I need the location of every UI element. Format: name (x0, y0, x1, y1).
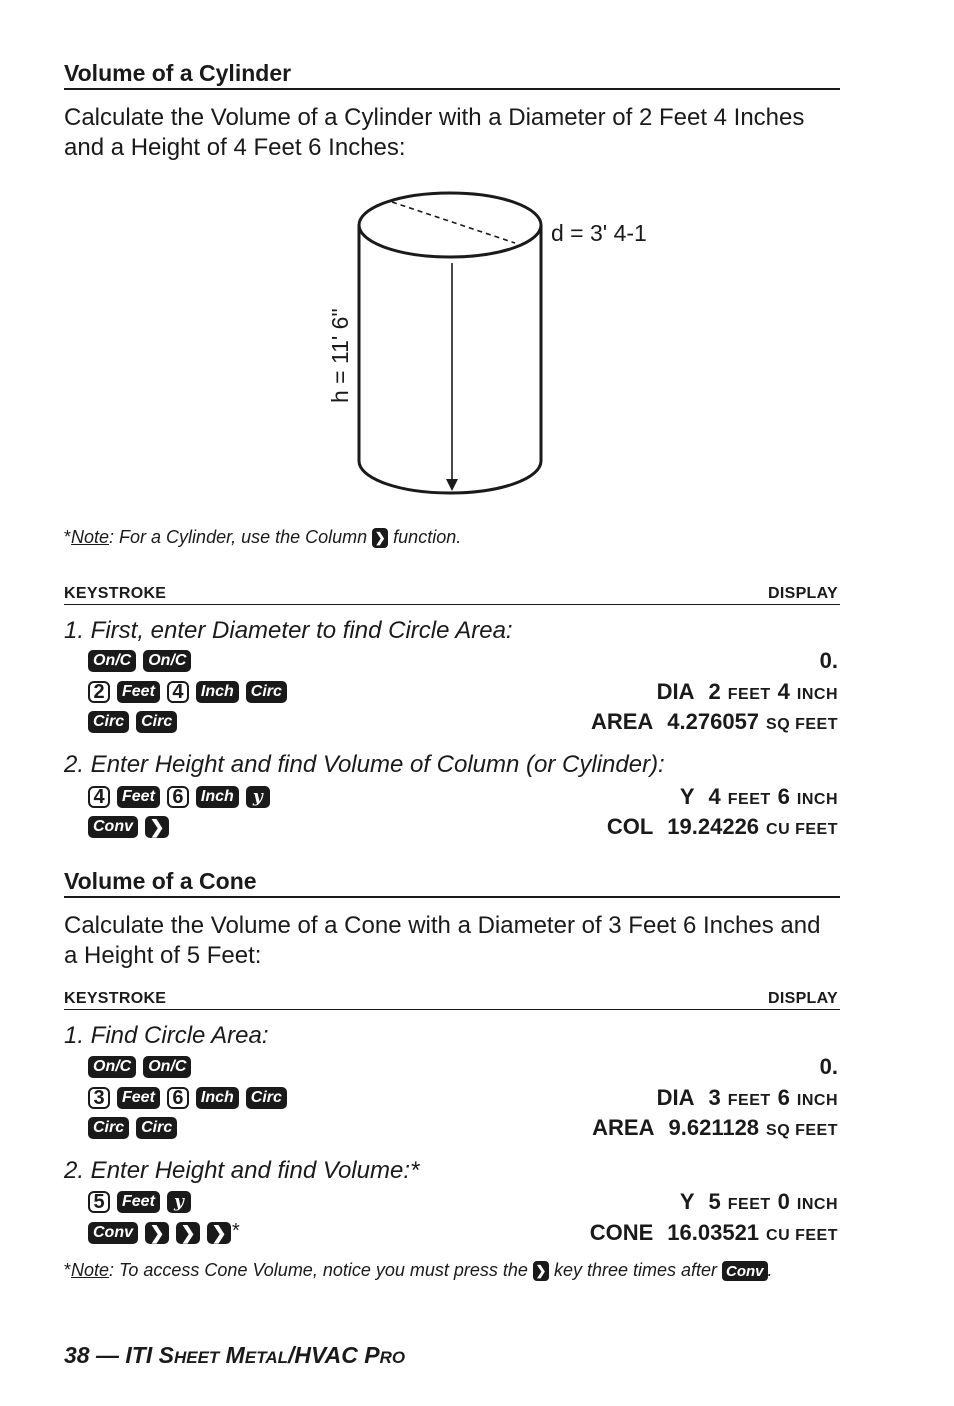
y-key: y (246, 786, 270, 808)
height-arrow-head (446, 479, 458, 491)
display-unit: FEET (727, 791, 771, 808)
display-label: DIA (656, 679, 695, 704)
display-readout (680, 784, 838, 810)
digit-4-key: 4 (88, 786, 110, 808)
footer-brand-heet: HEET (173, 1348, 220, 1367)
keystroke-row (88, 1085, 287, 1111)
feet-key: Feet (117, 786, 160, 808)
keystroke-header: KEYSTROKE (64, 990, 167, 1007)
column-key: ❯ (145, 816, 169, 838)
on-c-key: On/C (88, 1056, 136, 1078)
cylinder-step-2: 2. Enter Height and find Volume of Column (or Cylinder): (64, 751, 665, 778)
on-c-key: On/C (88, 650, 136, 672)
display-value: 4 (708, 784, 721, 809)
display-value-2: 0 (777, 1189, 790, 1214)
display-readout (657, 679, 838, 705)
cone-note (64, 1260, 773, 1281)
display-unit-2: INCH (796, 1092, 838, 1109)
column-key: ❯ (207, 1222, 231, 1244)
cylinder-note (64, 527, 461, 548)
y-key: y (167, 1191, 191, 1213)
display-readout (592, 1115, 838, 1141)
page-number: 38 (64, 1342, 90, 1368)
display-unit-2: INCH (796, 686, 838, 703)
digit-5-key: 5 (88, 1191, 110, 1213)
display-readout (590, 1220, 838, 1246)
display-readout (820, 1054, 838, 1080)
display-readout (680, 1189, 838, 1215)
circ-key: Circ (246, 681, 287, 703)
conv-key: Conv (88, 816, 138, 838)
cone-step-2: 2. Enter Height and find Volume:* (64, 1157, 420, 1184)
display-unit: SQ FEET (766, 1122, 838, 1139)
on-c-key: On/C (143, 650, 191, 672)
circ-key: Circ (88, 1117, 129, 1139)
display-value: 0. (819, 1054, 838, 1079)
display-value: 9.621128 (668, 1115, 760, 1140)
diameter-label: d = 3' 4-1 (551, 220, 647, 246)
height-label: h = 11' 6" (327, 308, 353, 403)
keystroke-row (88, 814, 169, 840)
footer-brand-iti: ITI (125, 1342, 159, 1368)
display-header: DISPLAY (768, 585, 838, 602)
digit-6-key: 6 (167, 1087, 189, 1109)
display-label: AREA (590, 709, 654, 734)
display-value-2: 6 (777, 1085, 790, 1110)
footer-brand-m: M (219, 1342, 245, 1368)
display-value: 5 (708, 1189, 721, 1214)
note-asterisk: * (64, 527, 72, 547)
display-label: CONE (589, 1220, 654, 1245)
cone-title-rule (64, 896, 840, 898)
note-word: Note (71, 1260, 110, 1280)
display-unit: CU FEET (766, 821, 838, 838)
circ-key: Circ (88, 711, 129, 733)
cone-intro: Calculate the Volume of a Cone with a Diameter of 3 Feet 6 Inches and a Height of 5 Feet: (64, 912, 821, 969)
display-unit: CU FEET (766, 1227, 838, 1244)
display-value: 19.24226 (667, 814, 760, 839)
asterisk-mark: * (232, 1220, 240, 1242)
page-footer (64, 1342, 405, 1369)
cylinder-section-title: Volume of a Cylinder (64, 60, 292, 86)
note-text-pre: : For a Cylinder, use the Column (109, 527, 373, 547)
column-key: ❯ (145, 1222, 169, 1244)
display-readout (607, 814, 838, 840)
column-key-icon: ❯ (372, 528, 388, 548)
column-key-icon: ❯ (533, 1261, 549, 1281)
display-value-2: 4 (777, 679, 790, 704)
display-value: 3 (708, 1085, 721, 1110)
note-text-post: function. (388, 527, 462, 547)
column-key: ❯ (176, 1222, 200, 1244)
conv-key: Conv (88, 1222, 138, 1244)
keystroke-row (88, 1220, 240, 1246)
keystroke-row (88, 784, 270, 810)
display-unit: SQ FEET (766, 716, 838, 733)
keystroke-row (88, 1054, 191, 1080)
display-value: 0. (819, 648, 838, 673)
display-label: Y (679, 784, 695, 809)
footer-brand-s: S (158, 1342, 174, 1368)
keystroke-row (88, 1189, 191, 1215)
circ-key: Circ (136, 711, 177, 733)
display-readout (820, 648, 838, 674)
cone-section-title: Volume of a Cone (64, 868, 257, 894)
digit-6-key: 6 (167, 786, 189, 808)
cone-step-1: 1. Find Circle Area: (64, 1022, 269, 1049)
inch-key: Inch (196, 681, 239, 703)
circ-key: Circ (246, 1087, 287, 1109)
display-label: Y (679, 1189, 695, 1214)
keystroke-row (88, 679, 287, 705)
display-unit-2: INCH (796, 1196, 838, 1213)
keystroke-row (88, 1115, 177, 1141)
feet-key: Feet (117, 681, 160, 703)
display-label: DIA (656, 1085, 695, 1110)
note-text-post: . (767, 1260, 773, 1280)
cylinder-intro: Calculate the Volume of a Cylinder with a Diameter of 2 Feet 4 Inches and a Height of 4 Feet 6 Inches: (64, 104, 805, 161)
footer-dash: — (89, 1342, 126, 1368)
cylinder-title-rule (64, 88, 840, 90)
display-value-2: 6 (777, 784, 790, 809)
note-asterisk: * (64, 1260, 72, 1280)
display-unit: FEET (727, 1092, 771, 1109)
display-readout (591, 709, 838, 735)
circ-key: Circ (136, 1117, 177, 1139)
note-word: Note (71, 527, 110, 547)
inch-key: Inch (196, 1087, 239, 1109)
feet-key: Feet (117, 1191, 160, 1213)
footer-brand-hvac: /HVAC (287, 1342, 365, 1368)
footer-brand-ro: RO (379, 1348, 406, 1367)
cylinder-bottom-arc (359, 461, 541, 493)
keystroke-row (88, 709, 177, 735)
footer-brand-p: P (364, 1342, 380, 1368)
digit-4-key: 4 (167, 681, 189, 703)
keystroke-row (88, 648, 191, 674)
keystroke-header: KEYSTROKE (64, 585, 167, 602)
display-header: DISPLAY (768, 990, 838, 1007)
cylinder-header-rule (64, 604, 840, 605)
digit-2-key: 2 (88, 681, 110, 703)
display-value: 4.276057 (667, 709, 760, 734)
note-text-pre: : To access Cone Volume, notice you must press the (109, 1260, 533, 1280)
note-text-mid: key three times after (548, 1260, 723, 1280)
cone-header-rule (64, 1009, 840, 1010)
display-label: AREA (592, 1115, 655, 1140)
display-value: 2 (708, 679, 721, 704)
digit-3-key: 3 (88, 1087, 110, 1109)
display-value: 16.03521 (667, 1220, 760, 1245)
feet-key: Feet (117, 1087, 160, 1109)
display-label: COL (606, 814, 654, 839)
diameter-dashed-line (392, 202, 515, 243)
display-unit: FEET (727, 1196, 771, 1213)
display-unit-2: INCH (796, 791, 838, 808)
display-readout (657, 1085, 838, 1111)
conv-key-icon: Conv (722, 1261, 768, 1281)
cylinder-step-1: 1. First, enter Diameter to find Circle Area: (64, 617, 513, 644)
cylinder-figure (300, 185, 700, 505)
cylinder-top-ellipse (359, 193, 541, 257)
on-c-key: On/C (143, 1056, 191, 1078)
inch-key: Inch (196, 786, 239, 808)
display-unit: FEET (727, 686, 771, 703)
footer-brand-etal: ETAL (244, 1348, 288, 1367)
